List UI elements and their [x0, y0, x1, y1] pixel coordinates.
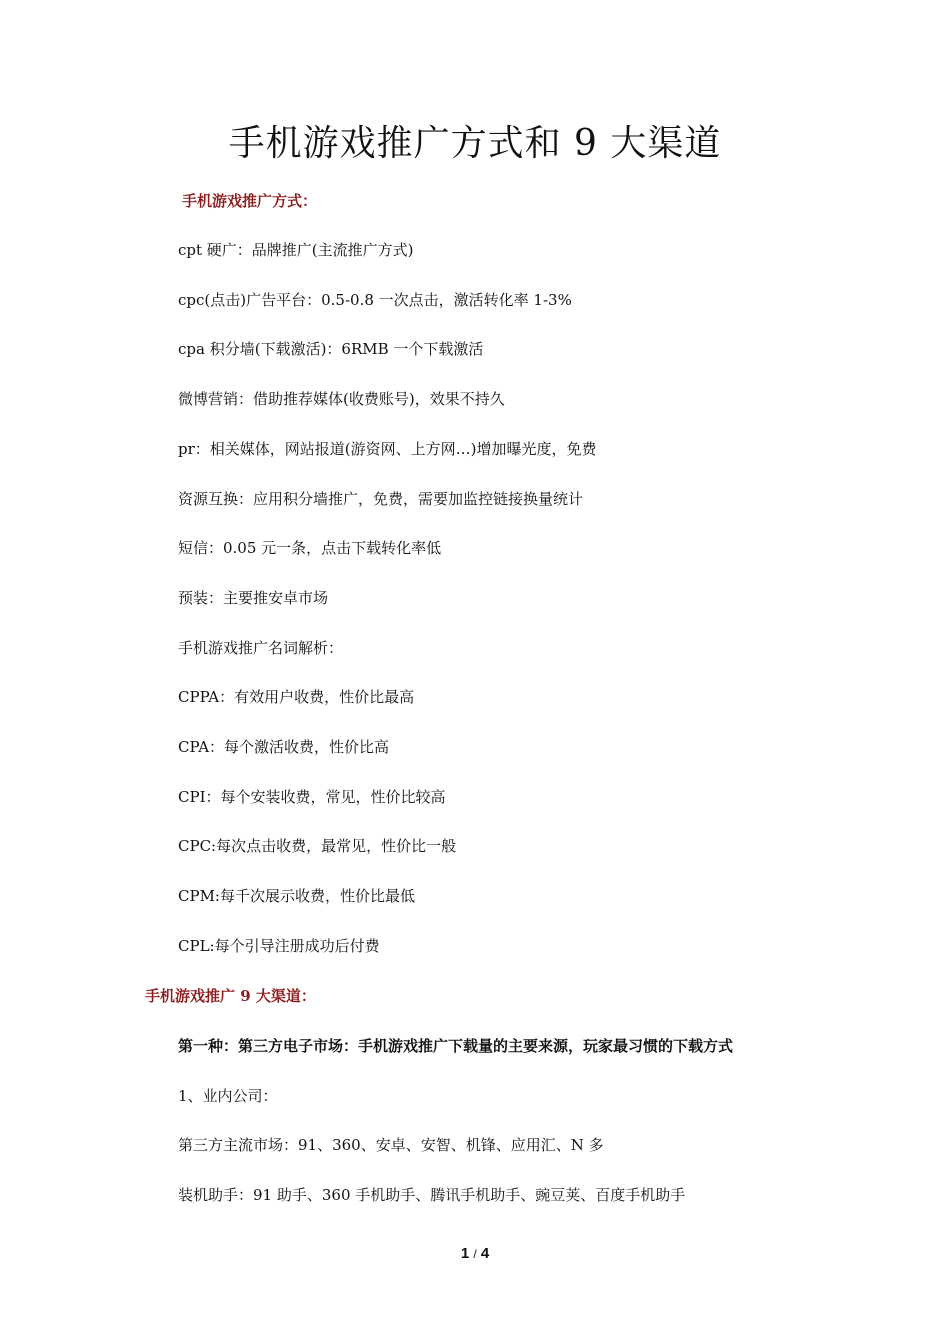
- text-line: 资源互换：应用积分墙推广，免费，需要加监控链接换量统计: [178, 490, 584, 508]
- text-line: CPI：每个安装收费，常见，性价比较高: [178, 788, 446, 806]
- text-line: cpa 积分墙(下载激活)：6RMB 一个下载激活: [178, 340, 484, 358]
- text-line: 短信：0.05 元一条，点击下载转化率低: [178, 539, 442, 557]
- text-line: 1、业内公司：: [178, 1087, 278, 1105]
- page-number: [0, 1243, 950, 1265]
- text-line: CPM:每千次展示收费，性价比最低: [178, 887, 415, 905]
- page-total: 4: [480, 1245, 490, 1262]
- section-heading-promotion-methods: 手机游戏推广方式：: [182, 192, 318, 210]
- text-line: CPL:每个引导注册成功后付费: [178, 937, 380, 955]
- text-line: cpc(点击)广告平台：0.5-0.8 一次点击，激活转化率 1-3%: [178, 291, 572, 309]
- text-line: 微博营销：借助推荐媒体(收费账号)，效果不持久: [178, 390, 505, 408]
- document-title: 手机游戏推广方式和 9 大渠道: [228, 123, 722, 164]
- page-current: 1: [460, 1245, 470, 1262]
- text-line: 第三方主流市场：91、360、安卓、安智、机锋、应用汇、N 多: [178, 1136, 604, 1154]
- section-heading-nine-channels: 手机游戏推广 9 大渠道：: [145, 987, 316, 1005]
- text-line: cpt 硬广：品牌推广(主流推广方式): [178, 241, 414, 259]
- text-line: pr：相关媒体，网站报道(游资网、上方网…)增加曝光度，免费: [178, 440, 597, 458]
- text-line: CPA：每个激活收费，性价比高: [178, 738, 390, 756]
- page-separator: /: [473, 1247, 477, 1261]
- text-line: 手机游戏推广名词解析：: [178, 639, 344, 657]
- text-line: 预装：主要推安卓市场: [178, 589, 329, 607]
- channel-one-summary: 第一种：第三方电子市场：手机游戏推广下载量的主要来源，玩家最习惯的下载方式: [178, 1037, 734, 1055]
- text-line: CPPA：有效用户收费，性价比最高: [178, 688, 415, 706]
- text-line: 装机助手：91 助手、360 手机助手、腾讯手机助手、豌豆荚、百度手机助手: [178, 1186, 686, 1204]
- text-line: CPC:每次点击收费，最常见，性价比一般: [178, 837, 457, 855]
